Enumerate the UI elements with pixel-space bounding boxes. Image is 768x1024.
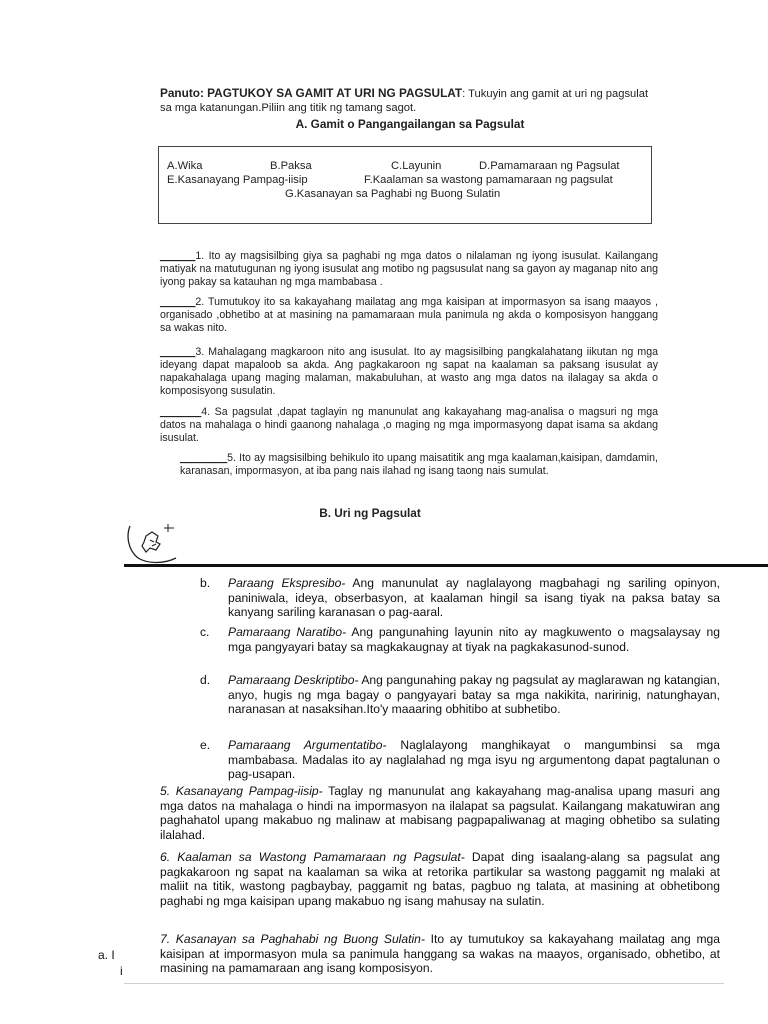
paragraph-term: 5. Kasanayang Pampag-iisip-: [160, 784, 323, 798]
term: Pamaraang Naratibo-: [228, 625, 347, 639]
instructions-lead: Panuto: PAGTUKOY SA GAMIT AT URI NG PAGSULAT: [160, 86, 463, 100]
choice-f: F.Kaalaman sa wastong pamamaraan ng pagsulat: [364, 174, 613, 186]
bottom-rule: [124, 983, 724, 984]
question-3: [160, 346, 658, 398]
paragraph-text: Ito ay tumutukoy sa kakayahang mailatag ang mga kaisipan at impormasyon mula sa panimula hanggang sa wakas na maayos, organisado, obhetibo, at masining na pamamaraan ang isang komposisyon.: [160, 932, 720, 976]
term-description: Naglalayong manghikayat o mangumbinsi sa mga mambabasa. Madalas ito ay naglalahad ng mga isyu ng argumentong dapat pagtalunan o pag-usapan.: [228, 738, 720, 782]
question-2: [160, 296, 658, 335]
margin-label-a: a. I: [98, 948, 115, 962]
question-2-text: 2. Tumutukoy ito sa kakayahang mailatag ang mga kaisipan at impormasyon sa isang maayos , organisado ,obhetibo at at masining na pamamaraan mula panimula ng akda o komposisyon hanggang sa wakas nito.: [160, 296, 658, 334]
paragraph-5: [160, 784, 720, 843]
answer-blank-2[interactable]: ______: [160, 296, 196, 308]
choice-g: G.Kasanayan sa Paghabi ng Buong Sulatin: [285, 188, 501, 200]
list-item-e: [200, 738, 720, 782]
doodle-icon: [124, 522, 188, 566]
question-1: [160, 250, 658, 289]
list-item-b: [200, 576, 720, 620]
choice-e: E.Kasanayang Pampag-iisip: [167, 174, 308, 186]
choice-b: B.Paksa: [270, 160, 312, 172]
paragraph-term: 6. Kaalaman sa Wastong Pamamaraan ng Pagsulat-: [160, 850, 465, 864]
answer-blank-4[interactable]: _______: [160, 406, 202, 418]
question-4: [160, 406, 658, 445]
term: Paraang Ekspresibo-: [228, 576, 346, 590]
answer-blank-1[interactable]: ______: [160, 250, 196, 262]
term-description: Ang manunulat ay naglalayong magbahagi ng sariling opinyon, paniniwala, ideya, obserbasyon, at kaalaman hingil sa isang tiyak na paksa batay sa kanyang sariling karanasan o pag-aaral.: [228, 576, 720, 620]
instructions-text: : Tukuyin ang gamit at uri ng pagsulat sa mga katanungan.Piliin ang titik ng tamang sagot.: [160, 88, 649, 114]
section-a-title: A. Gamit o Pangangailangan sa Pagsulat: [295, 117, 525, 131]
page-divider: [124, 564, 768, 567]
question-3-text: 3. Mahalagang magkaroon nito ang isusulat. Ito ay magsisilbing pangkalahatang iikutan ng mga ideyang dapat mapaloob sa akda. Ang pagkakaroon ng sapat na kaalaman sa paksang isusulat ay napakahalaga upang maging malaman, makabuluhan, at wasto ang mga datos na ilalagay sa akda o komposisyong susulatin.: [160, 346, 658, 397]
choices-box: [158, 146, 652, 224]
section-b-title: B. Uri ng Pagsulat: [319, 506, 421, 520]
term-description: Ang pangunahing pakay ng pagsulat ay maglarawan ng katangian, anyo, hugis ng mga bagay o pangyayari batay sa mga nakikita, naririnig, natunghayan, naranasan at nasaksihan.Ito'y maaaring obhitibo at subhetibo.: [228, 673, 720, 717]
instructions: [160, 86, 660, 115]
question-5-text: 5. Ito ay magsisilbing behikulo ito upang maisatitik ang mga kaalaman,kaisipan, damdamin, karanasan, impormasyon, at iba pang nais ilahad ng isang taong nais sumulat.: [180, 452, 658, 477]
list-letter: d.: [200, 673, 211, 687]
list-letter: e.: [200, 738, 211, 752]
list-item-d: [200, 673, 720, 717]
list-letter: c.: [200, 625, 210, 639]
choice-c: C.Layunin: [391, 160, 442, 172]
term: Pamaraang Deskriptibo-: [228, 673, 359, 687]
paragraph-text: Taglay ng manunulat ang kakayahang mag-analisa upang masuri ang mga datos na mahalaga o hindi na impormasyon na ilalapat sa pagsulat. Kailangang makatuwiran ang paghahatol upang makabuo ng malinaw at mabisang pagpapaliwanag at maging obhetibo sa sulating ilalahad.: [160, 784, 720, 843]
list-item-c: [200, 625, 720, 654]
question-4-text: 4. Sa pagsulat ,dapat taglayin ng manunulat ang kakayahang mag-analisa o magsuri ng mga datos na mahalaga o hindi gaanong nahalaga ,o maging ng mga impormasyong dapat isama sa akdang isusulat.: [160, 406, 658, 444]
paragraph-6: [160, 850, 720, 909]
choice-a: A.Wika: [167, 160, 203, 172]
answer-blank-3[interactable]: ______: [160, 346, 196, 358]
paragraph-7: [160, 932, 720, 976]
answer-blank-5[interactable]: ________: [180, 452, 228, 464]
list-letter: b.: [200, 576, 211, 590]
paragraph-term: 7. Kasanayan sa Paghahabi ng Buong Sulatin-: [160, 932, 425, 946]
term: Pamaraang Argumentatibo-: [228, 738, 387, 752]
term-description: Ang pangunahing layunin nito ay magkuwento o magsalaysay ng mga pangyayari batay sa magkakaugnay at tiyak na pagkakasunod-sunod.: [228, 625, 720, 654]
paragraph-text: Dapat ding isaalang-alang sa pagsulat ang pagkakaroon ng sapat na kaalaman sa wika at retorika partikular sa wastong paggamit ng malaki at maliit na titik, wastong pagbaybay, paggamit ng batas, pagbuo ng talata, at masining at obhetibong paghabi ng mga kaisipan upang makabuo ng isang mahusay na sulatin.: [160, 850, 721, 909]
question-5: [180, 452, 658, 478]
choice-d: D.Pamamaraan ng Pagsulat: [479, 160, 620, 172]
margin-label-i: i: [120, 964, 123, 978]
question-1-text: 1. Ito ay magsisilbing giya sa paghabi ng mga datos o nilalaman ng iyong isusulat. Kailangang matiyak na matutugunan ng iyong isusulat ang motibo ng pagsusulat nang sa gayon ay maganap nito ang iyong pakay sa katauhan ng mga mambabasa .: [160, 250, 658, 288]
